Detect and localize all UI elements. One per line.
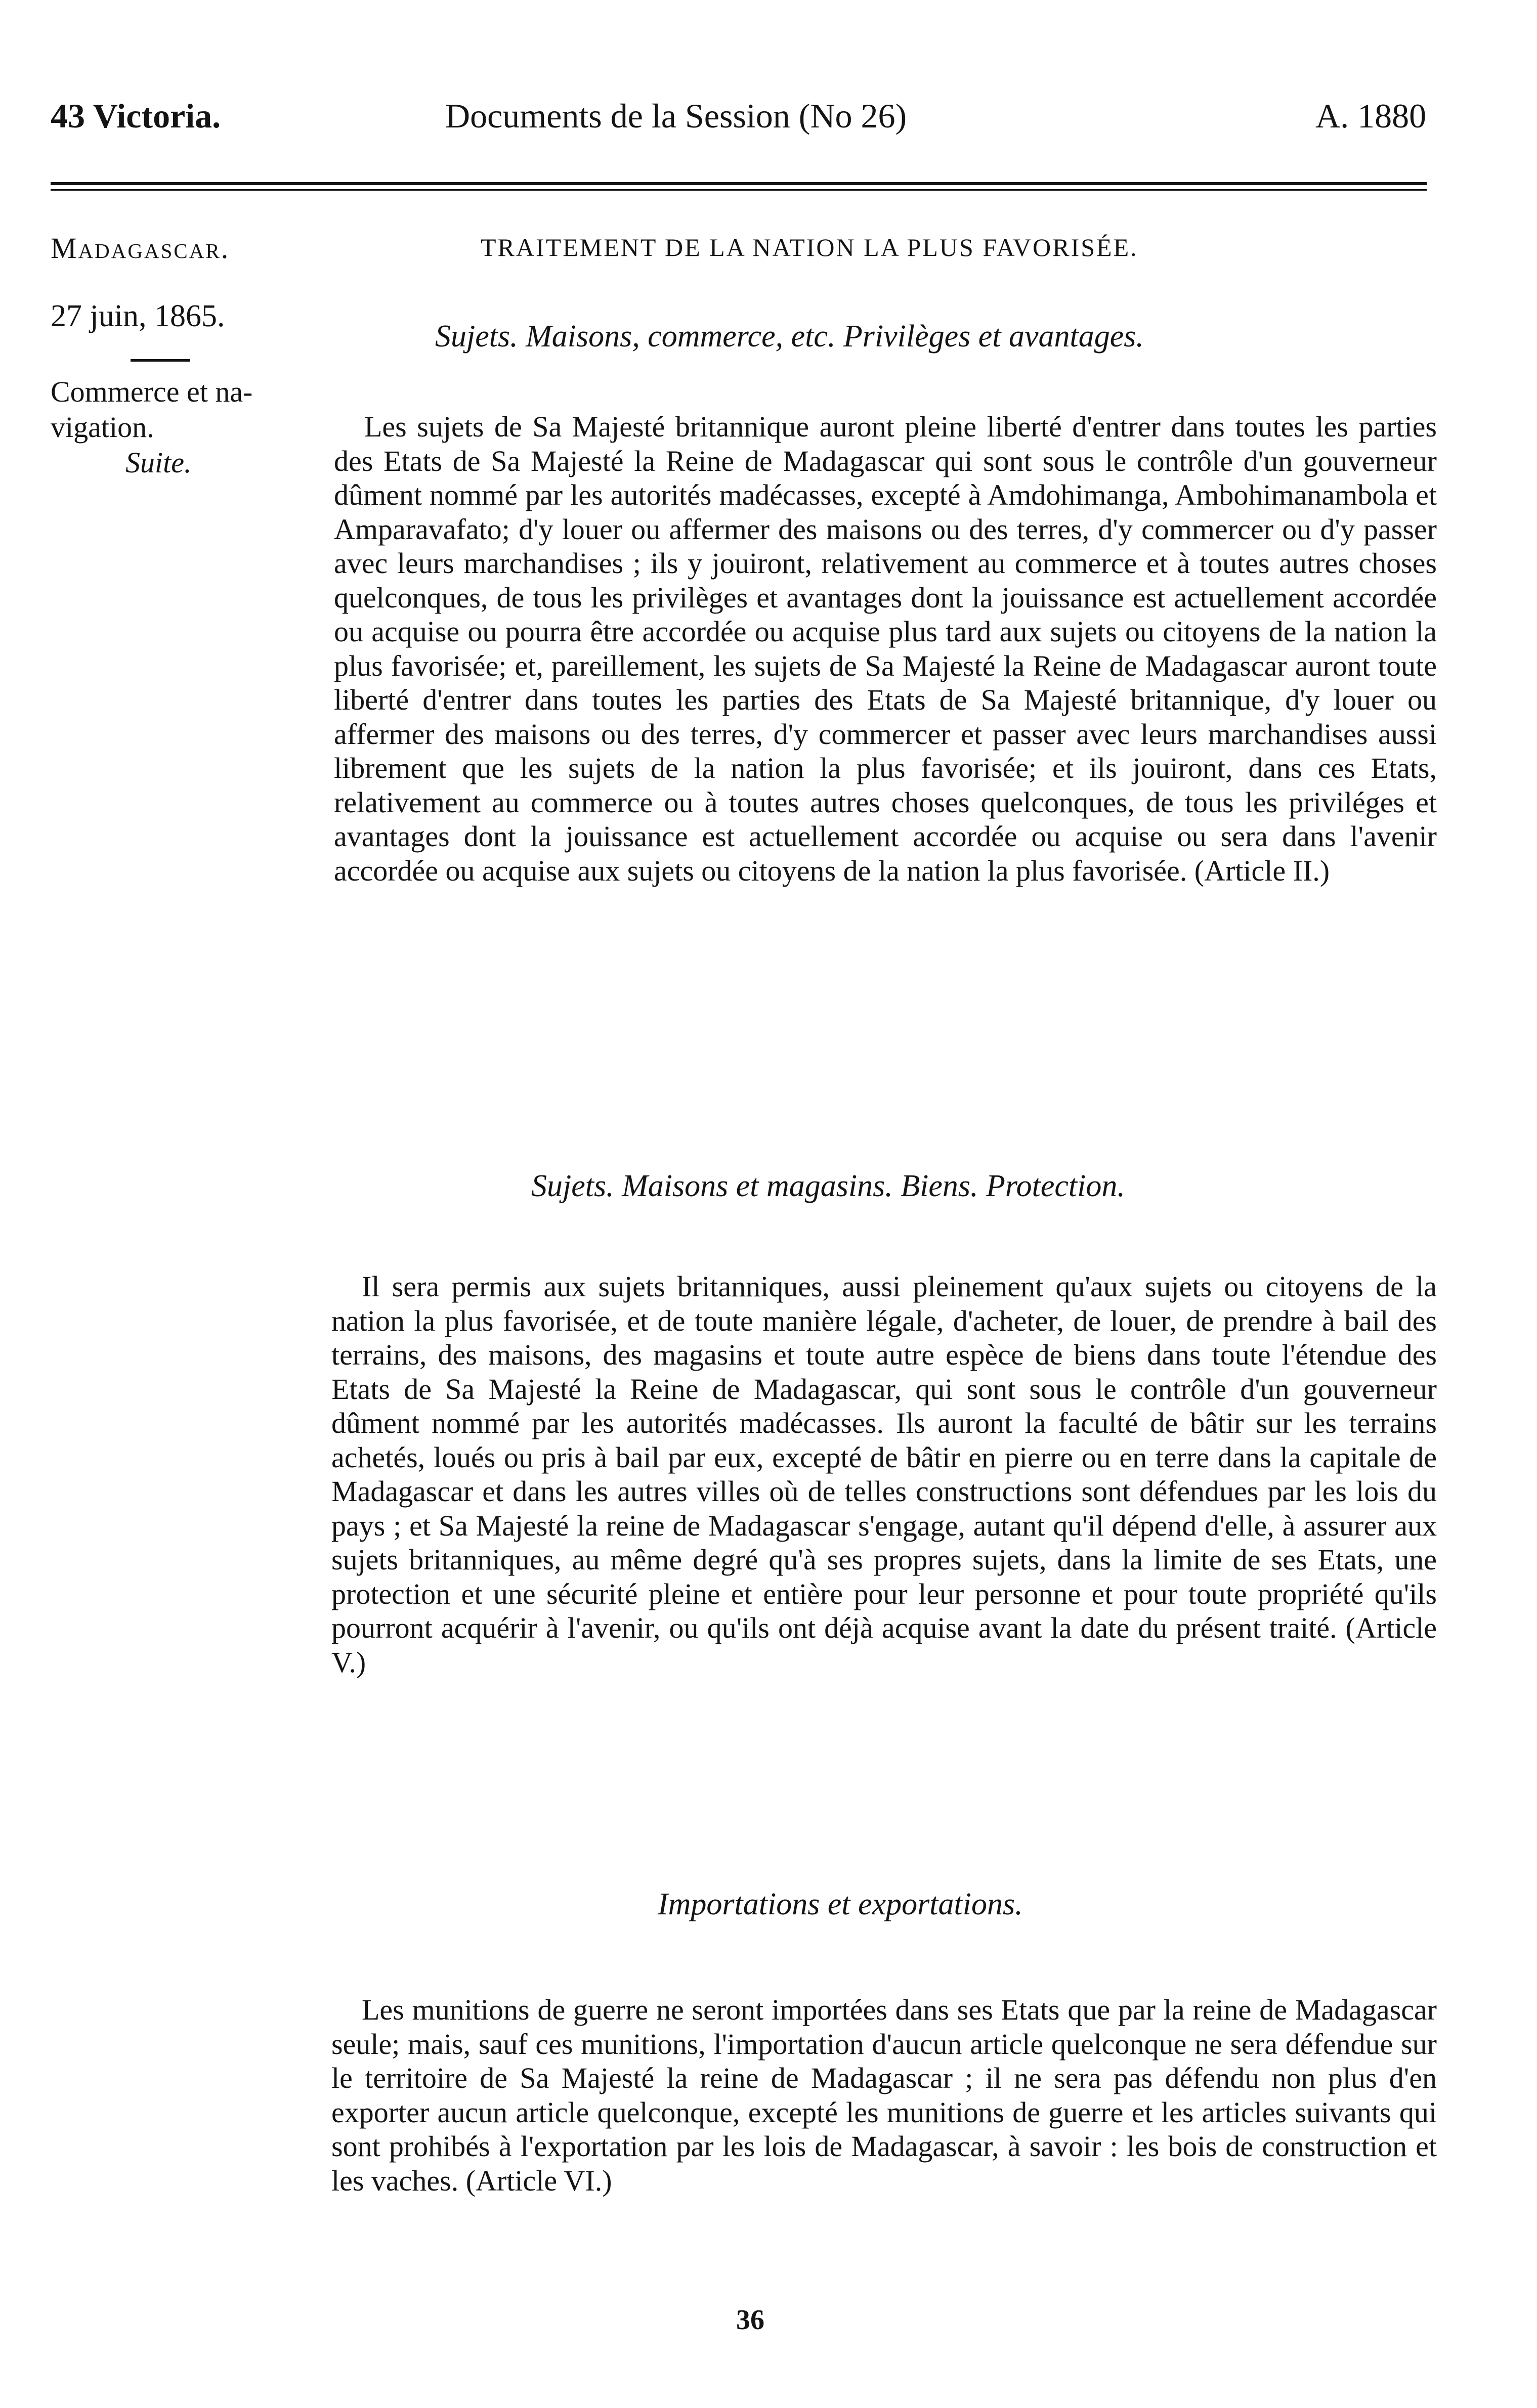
header-rule-top <box>51 182 1427 185</box>
running-header-center: Documents de la Session (No 26) <box>445 97 907 135</box>
margin-continued: Suite. <box>125 446 192 479</box>
section-heading-imports-exports: Importations et exportations. <box>658 1887 1023 1921</box>
section-body-protection <box>331 1269 1437 1679</box>
section-heading-protection: Sujets. Maisons et magasins. Biens. Protection. <box>531 1169 1125 1203</box>
header-rule-bottom <box>51 189 1427 191</box>
paragraph-article-6: Les munitions de guerre ne seront importées dans ses Etats que par la reine de Madagascar seule; mais, sauf ces munitions, l'importation d'aucun article quelconque ne sera défendue sur le territoire de Sa Majesté la reine de Madagascar ; il ne sera pas défendu non plus d'en exporter aucun article quelconque, excepté les munitions de guerre et les articles suivants qui sont prohibés à l'exportation par les lois de Madagascar, à savoir : les bois de construction et les vaches. (Article VI.) <box>331 1993 1437 2197</box>
margin-country: Madagascar. <box>51 232 230 265</box>
running-header-left: 43 Victoria. <box>51 97 221 135</box>
section-heading-privileges: Sujets. Maisons, commerce, etc. Privilèges et avantages. <box>435 319 1144 354</box>
margin-subject-line2: vigation. <box>51 411 154 444</box>
margin-date: 27 juin, 1865. <box>51 299 225 333</box>
margin-subject-line1: Commerce et na- <box>51 375 253 408</box>
section-body-imports-exports <box>331 1993 1437 2198</box>
paragraph-article-2: Les sujets de Sa Majesté britannique auront pleine liberté d'entrer dans toutes les parties des Etats de Sa Majesté la Reine de Madagascar qui sont sous le contrôle d'un gouverneur dûment nommé par les autorités madécasses, excepté à Amdohimanga, Ambohimanambola et Amparavafato; d'y louer ou affermer des maisons ou des terres, d'y commercer ou d'y passer avec leurs marchandises ; ils y jouiront, relativement au commerce et à toutes autres choses quelconques, de tous les privilèges et avantages dont la jouissance est actuellement accordée ou acquise ou pourra être accordée ou acquise plus tard aux sujets ou citoyens de la nation la plus favorisée; et, pareillement, les sujets de Sa Majesté la Reine de Madagascar auront toute liberté d'entrer dans toutes les parties des Etats de Sa Majesté britannique, d'y louer ou affermer des maisons ou des terres, d'y commercer et passer avec leurs marchandises aussi librement que les sujets de la nation la plus favorisée; et ils jouiront, dans ces Etats, relativement au commerce ou à toutes autres choses quelconques, de tous les priviléges et avantages dont la jouissance est actuellement accordée ou acquise ou sera dans l'avenir accordée ou acquise aux sujets ou citoyens de la nation la plus favorisée. (Article II.) <box>334 410 1437 887</box>
section-title: TRAITEMENT DE LA NATION LA PLUS FAVORISÉE. <box>481 233 1138 261</box>
section-body-privileges <box>334 410 1437 888</box>
running-header-right: A. 1880 <box>1315 97 1427 135</box>
paragraph-article-5: Il sera permis aux sujets britanniques, aussi pleinement qu'aux sujets ou citoyens de la nation la plus favorisée, et de toute manière légale, d'acheter, de louer, de prendre à bail des terrains, des maisons, des magasins et toute autre espèce de biens dans toute l'étendue des Etats de Sa Majesté la Reine de Madagascar, qui sont sous le contrôle d'un gouverneur dûment nommé par les autorités madécasses. Ils auront la faculté de bâtir sur les terrains achetés, loués ou pris à bail par eux, excepté de bâtir en pierre ou en terre dans la capitale de Madagascar et dans les autres villes où de telles constructions sont défendues par les lois du pays ; et Sa Majesté la reine de Madagascar s'engage, autant qu'il dépend d'elle, à assurer aux sujets britanniques, au même degré qu'à ses propres sujets, dans la limite de ses Etats, une protection et une sécurité pleine et entière pour leur personne et pour toute propriété qu'ils pourront acquérir à l'avenir, ou qu'ils ont déjà acquise avant la date du présent traité. (Article V.) <box>331 1270 1437 1679</box>
margin-divider <box>131 359 190 362</box>
page-number: 36 <box>736 2304 764 2336</box>
